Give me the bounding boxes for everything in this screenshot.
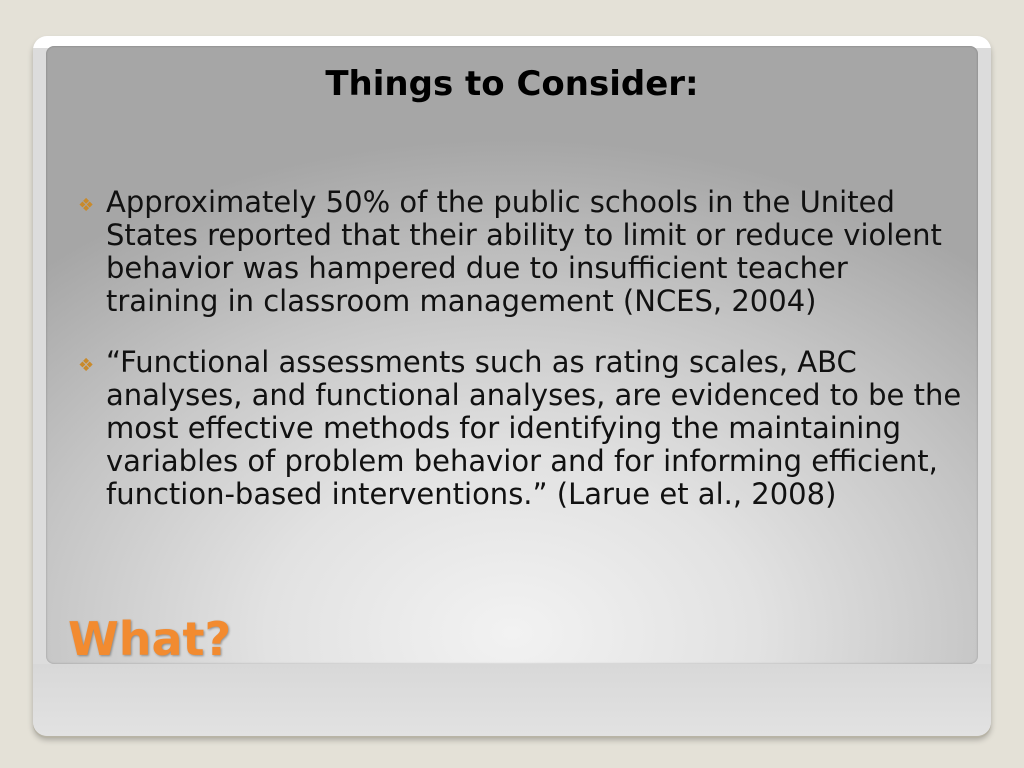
- bullet-item: [76, 346, 966, 511]
- diamond-bullet-icon: ❖: [78, 195, 95, 216]
- frame-bottom-band: [33, 664, 991, 736]
- slide-title: Things to Consider:: [325, 64, 699, 104]
- bullet-list: [76, 186, 966, 539]
- section-heading: What?: [68, 612, 232, 666]
- bullet-item: [76, 186, 966, 318]
- bullet-text: “Functional assessments such as rating scales, ABC analyses, and functional analyses, are evidenced to be the most effective methods for identifying the maintaining variables of problem behavior and for informing efficient, function-based interventions.” (Larue et al., 2008): [106, 345, 962, 511]
- slide-content-panel: [46, 46, 978, 664]
- diamond-bullet-icon: ❖: [78, 355, 95, 376]
- bullet-text: Approximately 50% of the public schools in the United States reported that their ability to limit or reduce violent behavior was hampered due to insufficient teacher training in classroom management (NCES, 2004): [106, 185, 942, 318]
